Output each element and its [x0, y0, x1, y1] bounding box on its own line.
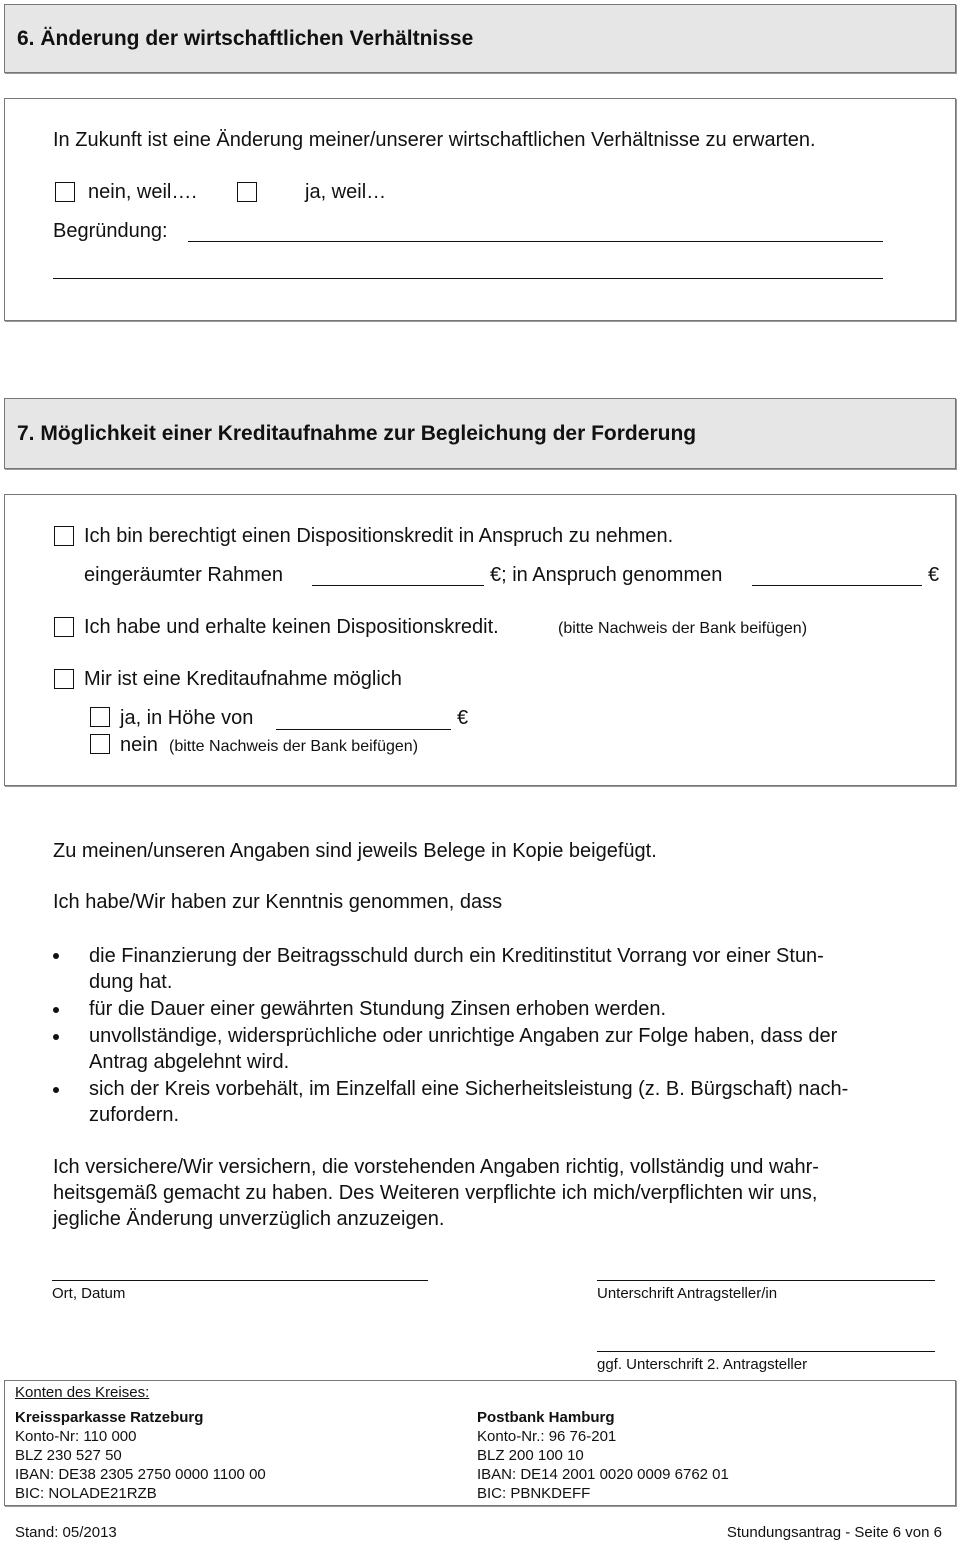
bank2-iban: IBAN: DE14 2001 0020 0009 6762 01 [477, 1466, 729, 1483]
place-date-input[interactable] [52, 1280, 428, 1281]
footer-stand: Stand: 05/2013 [15, 1524, 117, 1541]
bank1-blz: BLZ 230 527 50 [15, 1447, 122, 1464]
checkbox-loan-yes[interactable] [90, 707, 110, 727]
loan-yes-label: ja, in Höhe von [120, 707, 254, 729]
bank2-bic: BIC: PBNKDEFF [477, 1485, 591, 1502]
bullet-icon [53, 1007, 59, 1013]
bullet-3-line-2: Antrag abgelehnt wird. [89, 1051, 290, 1073]
reason-label: Begründung: [53, 220, 168, 242]
frame-separator: €; in Anspruch genommen [490, 564, 723, 586]
section-6-header [4, 4, 956, 73]
attachments-statement: Zu meinen/unseren Angaben sind jeweils Belege in Kopie beigefügt. [53, 840, 657, 862]
place-date-label: Ort, Datum [52, 1285, 126, 1302]
future-change-statement: In Zukunft ist eine Änderung meiner/unserer wirtschaftlichen Verhältnisse zu erwarten. [53, 129, 816, 151]
accounts-title: Konten des Kreises: [15, 1384, 150, 1401]
bullet-icon [53, 1087, 59, 1093]
loan-euro-sign: € [457, 707, 469, 729]
bullet-1-line-2: dung hat. [89, 971, 173, 993]
option-no-label: nein, weil…. [88, 181, 197, 203]
bank1-name: Kreissparkasse Ratzeburg [15, 1409, 204, 1426]
loan-no-label: nein [120, 734, 158, 756]
loan-amount-input[interactable] [276, 729, 451, 730]
bank2-blz: BLZ 200 100 10 [477, 1447, 584, 1464]
bank1-konto: Konto-Nr: 110 000 [15, 1428, 137, 1445]
frame-label: eingeräumter Rahmen [84, 564, 283, 586]
overdraft-entitled-label: Ich bin berechtigt einen Dispositionskredit in Anspruch zu nehmen. [84, 525, 674, 547]
bank1-iban: IBAN: DE38 2305 2750 0000 1100 00 [15, 1466, 266, 1483]
footer-page-number: Stundungsantrag - Seite 6 von 6 [726, 1524, 942, 1541]
bank2-name: Postbank Hamburg [477, 1409, 615, 1426]
bullet-2-line-1: für die Dauer einer gewährten Stundung Zinsen erhoben werden. [89, 998, 667, 1020]
bullet-3-line-1: unvollständige, widersprüchliche oder unrichtige Angaben zur Folge haben, dass der [89, 1025, 838, 1047]
option-yes-label: ja, weil… [305, 181, 387, 203]
bullet-4-line-1: sich der Kreis vorbehält, im Einzelfall eine Sicherheitsleistung (z. B. Bürgschaft) nach- [89, 1078, 849, 1100]
proof-note: (bitte Nachweis der Bank beifügen) [558, 620, 808, 637]
checkbox-loan-no[interactable] [90, 734, 110, 754]
applicant2-signature-line[interactable] [597, 1351, 935, 1352]
bullet-icon [53, 1034, 59, 1040]
section-6-title: 6. Änderung der wirtschaftlichen Verhältnisse [17, 27, 474, 50]
reason-input-line-1[interactable] [188, 241, 883, 242]
applicant-signature-line[interactable] [597, 1280, 935, 1281]
euro-sign: € [928, 564, 940, 586]
applicant-signature-label: Unterschrift Antragsteller/in [597, 1285, 778, 1302]
frame-amount-input[interactable] [312, 585, 484, 586]
section-7-title: 7. Möglichkeit einer Kreditaufnahme zur Begleichung der Forderung [17, 422, 697, 445]
checkbox-loan-possible[interactable] [54, 669, 74, 689]
bullet-1-line-1: die Finanzierung der Beitragsschuld durch ein Kreditinstitut Vorrang vor einer Stun- [89, 945, 824, 967]
checkbox-no[interactable] [55, 182, 75, 202]
section-7-header [4, 398, 956, 469]
used-amount-input[interactable] [752, 585, 922, 586]
checkbox-yes[interactable] [237, 182, 257, 202]
bank2-konto: Konto-Nr.: 96 76-201 [477, 1428, 617, 1445]
no-overdraft-label: Ich habe und erhalte keinen Dispositionskredit. [84, 616, 499, 638]
bank1-bic: BIC: NOLADE21RZB [15, 1485, 157, 1502]
reason-input-line-2[interactable] [53, 278, 883, 279]
assurance-line-2: heitsgemäß gemacht zu haben. Des Weiteren verpflichte ich mich/verpflichten wir uns, [53, 1182, 818, 1204]
bullet-icon [53, 953, 59, 959]
assurance-line-3: jegliche Änderung unverzüglich anzuzeigen. [53, 1208, 445, 1230]
acknowledgement-intro: Ich habe/Wir haben zur Kenntnis genommen, dass [53, 891, 503, 913]
checkbox-no-overdraft[interactable] [54, 617, 74, 637]
loan-possible-label: Mir ist eine Kreditaufnahme möglich [84, 668, 402, 690]
applicant2-signature-label: ggf. Unterschrift 2. Antragsteller [597, 1356, 808, 1373]
checkbox-overdraft-entitled[interactable] [54, 526, 74, 546]
assurance-line-1: Ich versichere/Wir versichern, die vorstehenden Angaben richtig, vollständig und wahr- [53, 1156, 819, 1178]
loan-no-proof-note: (bitte Nachweis der Bank beifügen) [169, 738, 419, 755]
bullet-4-line-2: zufordern. [89, 1104, 180, 1126]
